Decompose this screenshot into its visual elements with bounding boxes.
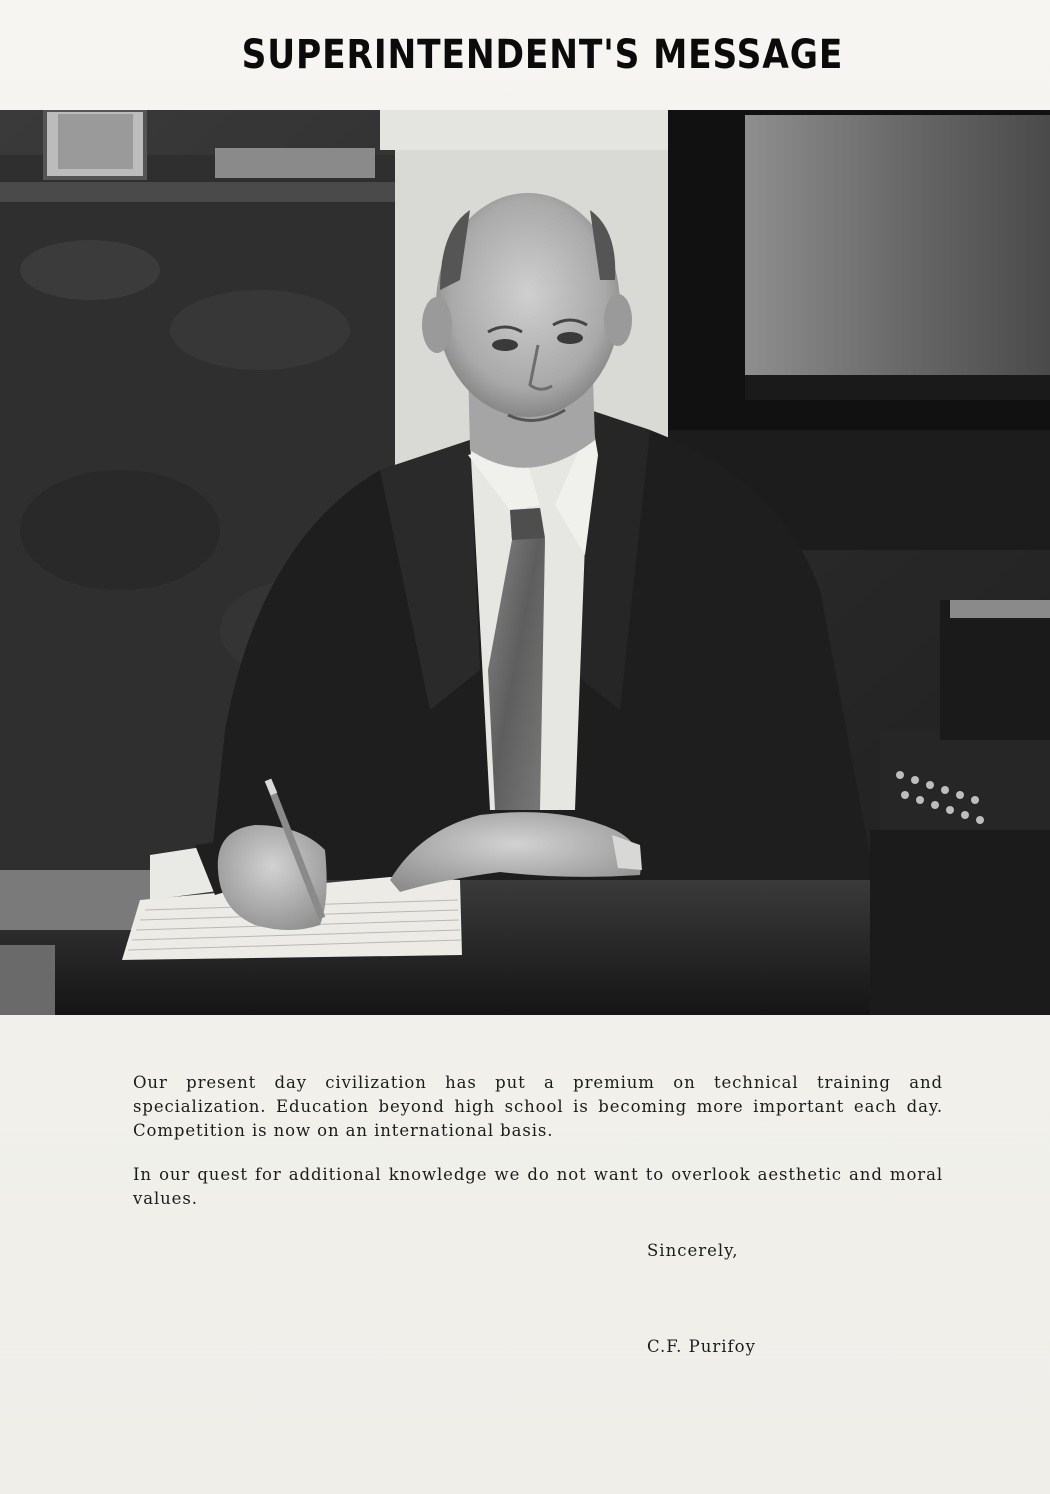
message-body [133, 1071, 943, 1231]
message-paragraph: Our present day civilization has put a premium on technical training and specialization. Education beyond high school is becoming more important each day. Competition is now on an international basis. [133, 1073, 943, 1140]
superintendent-photo [0, 110, 1050, 1015]
page-title: SUPERINTENDENT'S MESSAGE [241, 32, 844, 78]
message-paragraph: In our quest for additional knowledge we do not want to overlook aesthetic and moral values. [133, 1165, 943, 1208]
signature-name: C.F. Purifoy [647, 1337, 756, 1356]
closing-salutation: Sincerely, [647, 1241, 739, 1260]
